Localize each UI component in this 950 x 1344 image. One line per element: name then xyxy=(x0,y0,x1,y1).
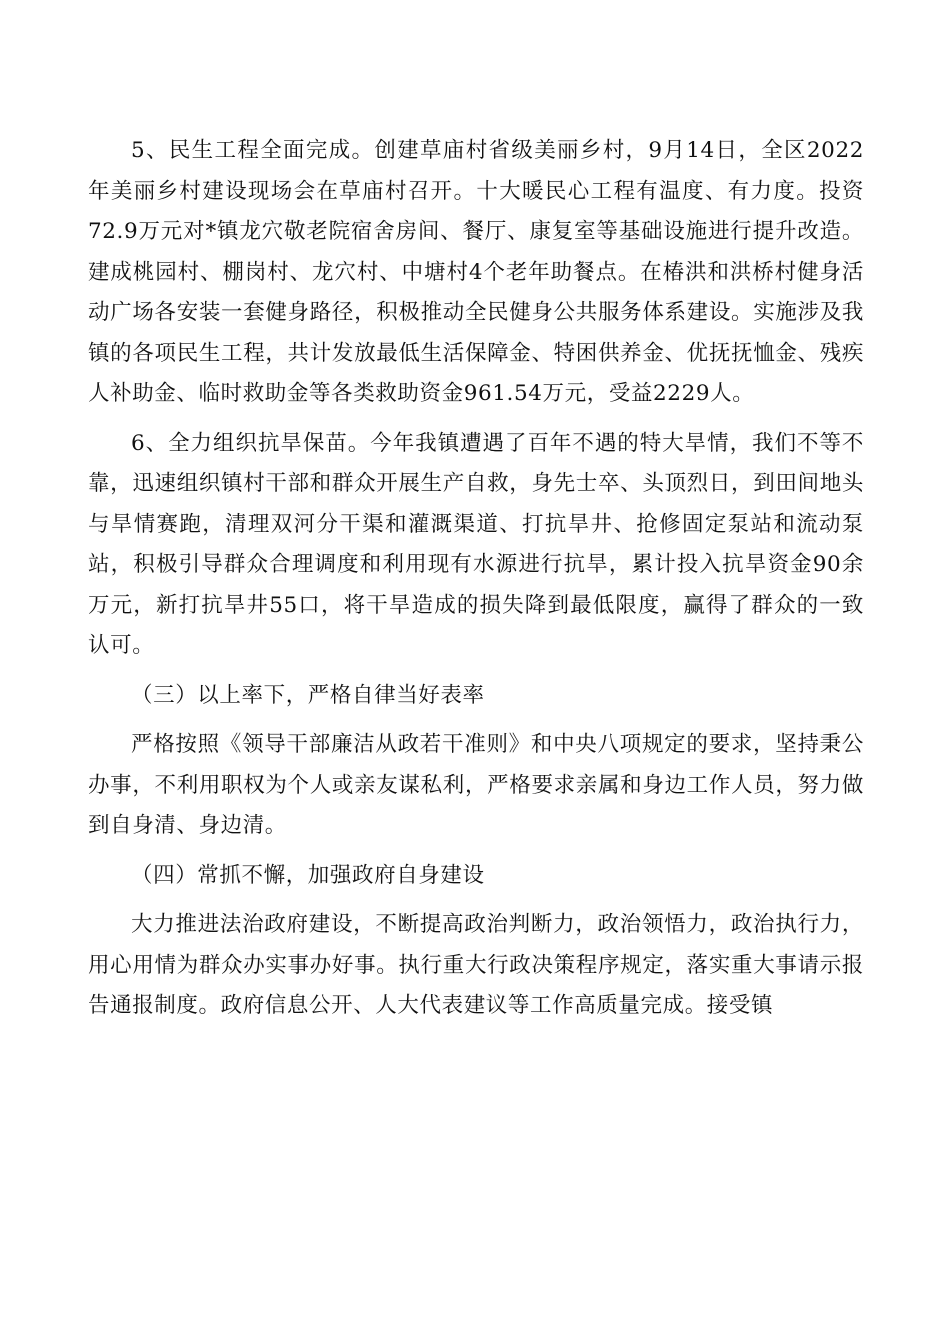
paragraph-self-discipline: 严格按照《领导干部廉洁从政若干准则》和中央八项规定的要求，坚持秉公办事，不利用职权为个人或亲友谋私利，严格要求亲属和身边工作人员，努力做到自身清、身边清。 xyxy=(88,732,864,838)
section-heading-4: （四）常抓不懈，加强政府自身建设 xyxy=(131,862,485,888)
paragraph-drought-relief: 6、全力组织抗旱保苗。今年我镇遭遇了百年不遇的特大旱情，我们不等不靠，迅速组织镇村干部和群众开展生产自救，身先士卒、头顶烈日，到田间地头与旱情赛跑，清理双河分干渠和灌溉渠道、打抗旱井、抢修固定泵站和流动泵站，积极引导群众合理调度和利用现有水源进行抗旱，累计投入抗旱资金90余万元，新打抗旱井55口，将干旱造成的损失降到最低限度，赢得了群众的一致认可。 xyxy=(88,430,864,658)
paragraph-government-building: 大力推进法治政府建设，不断提高政治判断力，政治领悟力，政治执行力，用心用情为群众办实事办好事。执行重大行政决策程序规定，落实重大事请示报告通报制度。政府信息公开、人大代表建议等工作高质量完成。接受镇 xyxy=(88,912,864,1018)
section-heading-3: （三）以上率下，严格自律当好表率 xyxy=(131,682,485,708)
paragraph-livelihood-projects: 5、民生工程全面完成。创建草庙村省级美丽乡村，9月14日，全区2022年美丽乡村建设现场会在草庙村召开。十大暖民心工程有温度、有力度。投资72.9万元对*镇龙穴敬老院宿舍房间、餐厅、康复室等基础设施进行提升改造。建成桃园村、棚岗村、龙穴村、中塘村4个老年助餐点。在椿洪和洪桥村健身活动广场各安装一套健身路径，积极推动全民健身公共服务体系建设。实施涉及我镇的各项民生工程，共计发放最低生活保障金、特困供养金、优抚抚恤金、残疾人补助金、临时救助金等各类救助资金961.54万元，受益2229人。 xyxy=(88,138,864,406)
document-body xyxy=(88,131,864,1036)
